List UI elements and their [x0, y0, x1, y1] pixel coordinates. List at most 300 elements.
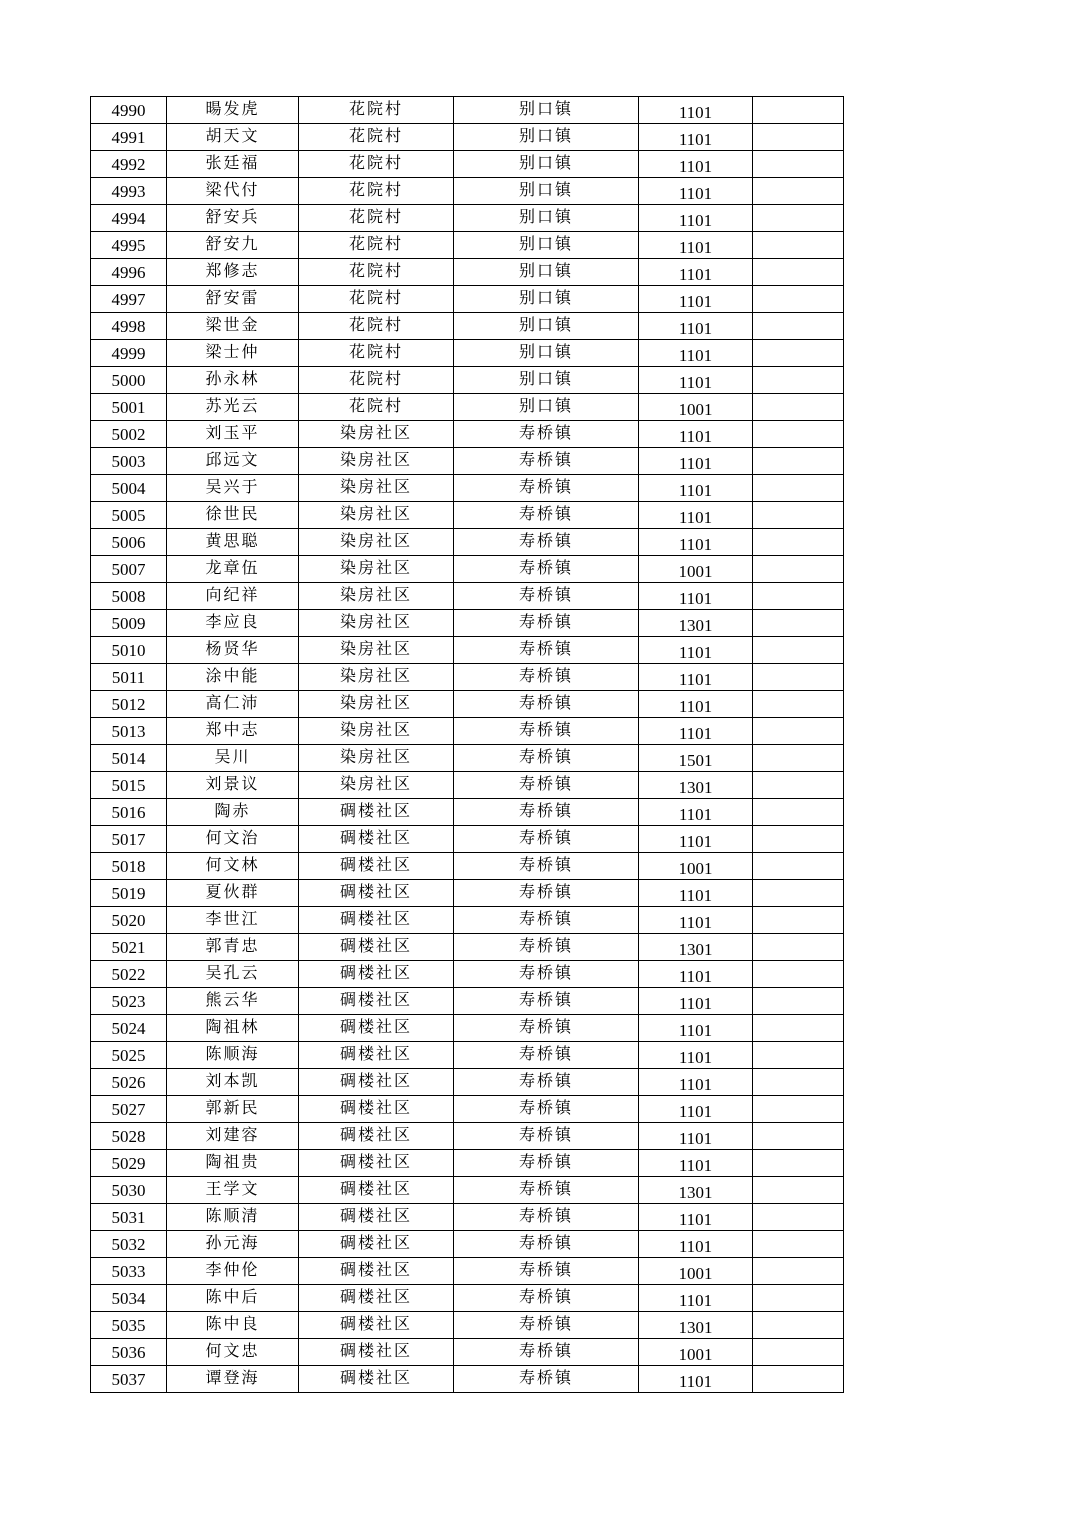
village-cell: 染房社区 [299, 556, 454, 583]
village-cell: 染房社区 [299, 745, 454, 772]
code-cell: 1101 [639, 529, 753, 556]
code-cell: 1101 [639, 205, 753, 232]
table-row [91, 799, 844, 826]
table-row [91, 610, 844, 637]
empty-cell [753, 1312, 844, 1339]
town-cell: 寿桥镇 [454, 691, 639, 718]
name-cell: 梁世金 [167, 313, 299, 340]
name-cell: 吴川 [167, 745, 299, 772]
row-number-cell: 5003 [91, 448, 167, 475]
row-number-cell: 5013 [91, 718, 167, 745]
town-cell: 寿桥镇 [454, 529, 639, 556]
village-cell: 花院村 [299, 97, 454, 124]
town-cell: 别口镇 [454, 205, 639, 232]
empty-cell [753, 961, 844, 988]
name-cell: 郑中志 [167, 718, 299, 745]
code-cell: 1101 [639, 124, 753, 151]
name-cell: 陈中良 [167, 1312, 299, 1339]
table-row [91, 556, 844, 583]
empty-cell [753, 232, 844, 259]
row-number-cell: 4990 [91, 97, 167, 124]
table-body [91, 97, 844, 1393]
row-number-cell: 5000 [91, 367, 167, 394]
row-number-cell: 5015 [91, 772, 167, 799]
town-cell: 寿桥镇 [454, 880, 639, 907]
town-cell: 寿桥镇 [454, 718, 639, 745]
code-cell: 1001 [639, 853, 753, 880]
row-number-cell: 4993 [91, 178, 167, 205]
code-cell: 1101 [639, 1366, 753, 1393]
town-cell: 寿桥镇 [454, 421, 639, 448]
town-cell: 别口镇 [454, 286, 639, 313]
name-cell: 夏伙群 [167, 880, 299, 907]
village-cell: 碉楼社区 [299, 907, 454, 934]
empty-cell [753, 1069, 844, 1096]
code-cell: 1101 [639, 1150, 753, 1177]
empty-cell [753, 448, 844, 475]
table-row [91, 961, 844, 988]
name-cell: 杨贤华 [167, 637, 299, 664]
village-cell: 碉楼社区 [299, 1285, 454, 1312]
code-cell: 1301 [639, 610, 753, 637]
table-row [91, 1069, 844, 1096]
town-cell: 寿桥镇 [454, 988, 639, 1015]
table-row [91, 502, 844, 529]
village-cell: 花院村 [299, 178, 454, 205]
town-cell: 寿桥镇 [454, 1177, 639, 1204]
empty-cell [753, 880, 844, 907]
empty-cell [753, 853, 844, 880]
code-cell: 1101 [639, 880, 753, 907]
table-row [91, 205, 844, 232]
name-cell: 暘发虎 [167, 97, 299, 124]
name-cell: 黄思聪 [167, 529, 299, 556]
name-cell: 郑修志 [167, 259, 299, 286]
town-cell: 寿桥镇 [454, 664, 639, 691]
code-cell: 1101 [639, 907, 753, 934]
town-cell: 寿桥镇 [454, 1096, 639, 1123]
code-cell: 1101 [639, 799, 753, 826]
code-cell: 1101 [639, 1204, 753, 1231]
row-number-cell: 5023 [91, 988, 167, 1015]
code-cell: 1101 [639, 718, 753, 745]
empty-cell [753, 502, 844, 529]
town-cell: 寿桥镇 [454, 1123, 639, 1150]
village-cell: 染房社区 [299, 502, 454, 529]
town-cell: 别口镇 [454, 367, 639, 394]
name-cell: 王学文 [167, 1177, 299, 1204]
empty-cell [753, 1366, 844, 1393]
empty-cell [753, 664, 844, 691]
code-cell: 1301 [639, 1177, 753, 1204]
row-number-cell: 5001 [91, 394, 167, 421]
name-cell: 陶祖林 [167, 1015, 299, 1042]
row-number-cell: 5034 [91, 1285, 167, 1312]
row-number-cell: 5004 [91, 475, 167, 502]
village-cell: 花院村 [299, 232, 454, 259]
empty-cell [753, 583, 844, 610]
empty-cell [753, 826, 844, 853]
town-cell: 寿桥镇 [454, 907, 639, 934]
table-row [91, 313, 844, 340]
village-cell: 染房社区 [299, 529, 454, 556]
town-cell: 寿桥镇 [454, 772, 639, 799]
empty-cell [753, 259, 844, 286]
row-number-cell: 5006 [91, 529, 167, 556]
town-cell: 寿桥镇 [454, 475, 639, 502]
village-cell: 碉楼社区 [299, 880, 454, 907]
code-cell: 1101 [639, 475, 753, 502]
village-cell: 染房社区 [299, 772, 454, 799]
code-cell: 1101 [639, 961, 753, 988]
row-number-cell: 5025 [91, 1042, 167, 1069]
name-cell: 李世江 [167, 907, 299, 934]
village-cell: 碉楼社区 [299, 961, 454, 988]
name-cell: 陈中后 [167, 1285, 299, 1312]
town-cell: 寿桥镇 [454, 610, 639, 637]
village-cell: 碉楼社区 [299, 1069, 454, 1096]
row-number-cell: 5022 [91, 961, 167, 988]
table-row [91, 988, 844, 1015]
empty-cell [753, 988, 844, 1015]
empty-cell [753, 1231, 844, 1258]
name-cell: 舒安九 [167, 232, 299, 259]
name-cell: 胡天文 [167, 124, 299, 151]
code-cell: 1301 [639, 1312, 753, 1339]
town-cell: 别口镇 [454, 232, 639, 259]
village-cell: 花院村 [299, 259, 454, 286]
village-cell: 碉楼社区 [299, 826, 454, 853]
code-cell: 1001 [639, 1339, 753, 1366]
town-cell: 别口镇 [454, 340, 639, 367]
town-cell: 寿桥镇 [454, 637, 639, 664]
code-cell: 1101 [639, 178, 753, 205]
name-cell: 舒安雷 [167, 286, 299, 313]
empty-cell [753, 367, 844, 394]
empty-cell [753, 178, 844, 205]
name-cell: 何文忠 [167, 1339, 299, 1366]
empty-cell [753, 799, 844, 826]
town-cell: 寿桥镇 [454, 934, 639, 961]
name-cell: 张廷福 [167, 151, 299, 178]
row-number-cell: 5009 [91, 610, 167, 637]
code-cell: 1101 [639, 232, 753, 259]
code-cell: 1101 [639, 1015, 753, 1042]
code-cell: 1101 [639, 1096, 753, 1123]
town-cell: 寿桥镇 [454, 1150, 639, 1177]
empty-cell [753, 1204, 844, 1231]
empty-cell [753, 1258, 844, 1285]
row-number-cell: 5019 [91, 880, 167, 907]
empty-cell [753, 1015, 844, 1042]
row-number-cell: 5005 [91, 502, 167, 529]
empty-cell [753, 637, 844, 664]
name-cell: 吴兴于 [167, 475, 299, 502]
empty-cell [753, 1339, 844, 1366]
code-cell: 1001 [639, 394, 753, 421]
town-cell: 寿桥镇 [454, 583, 639, 610]
code-cell: 1301 [639, 934, 753, 961]
name-cell: 孙永林 [167, 367, 299, 394]
village-cell: 碉楼社区 [299, 1177, 454, 1204]
town-cell: 寿桥镇 [454, 556, 639, 583]
table-row [91, 421, 844, 448]
code-cell: 1101 [639, 1069, 753, 1096]
row-number-cell: 5007 [91, 556, 167, 583]
town-cell: 别口镇 [454, 124, 639, 151]
village-cell: 碉楼社区 [299, 934, 454, 961]
table-row [91, 853, 844, 880]
row-number-cell: 4998 [91, 313, 167, 340]
row-number-cell: 5024 [91, 1015, 167, 1042]
code-cell: 1301 [639, 772, 753, 799]
village-cell: 碉楼社区 [299, 1366, 454, 1393]
town-cell: 寿桥镇 [454, 1015, 639, 1042]
row-number-cell: 5017 [91, 826, 167, 853]
table-row [91, 1231, 844, 1258]
code-cell: 1101 [639, 97, 753, 124]
row-number-cell: 5012 [91, 691, 167, 718]
town-cell: 别口镇 [454, 178, 639, 205]
table-row [91, 1366, 844, 1393]
code-cell: 1101 [639, 988, 753, 1015]
town-cell: 寿桥镇 [454, 826, 639, 853]
name-cell: 李仲伦 [167, 1258, 299, 1285]
table-row [91, 1177, 844, 1204]
empty-cell [753, 745, 844, 772]
name-cell: 龙章伍 [167, 556, 299, 583]
table-row [91, 772, 844, 799]
name-cell: 舒安兵 [167, 205, 299, 232]
table-row [91, 1312, 844, 1339]
data-table [90, 96, 844, 1393]
name-cell: 刘建容 [167, 1123, 299, 1150]
table-row [91, 664, 844, 691]
village-cell: 花院村 [299, 286, 454, 313]
table-row [91, 718, 844, 745]
town-cell: 寿桥镇 [454, 1204, 639, 1231]
table-row [91, 448, 844, 475]
name-cell: 吴孔云 [167, 961, 299, 988]
name-cell: 郭新民 [167, 1096, 299, 1123]
row-number-cell: 5008 [91, 583, 167, 610]
row-number-cell: 5026 [91, 1069, 167, 1096]
row-number-cell: 4995 [91, 232, 167, 259]
empty-cell [753, 1123, 844, 1150]
row-number-cell: 5030 [91, 1177, 167, 1204]
village-cell: 花院村 [299, 205, 454, 232]
village-cell: 碉楼社区 [299, 799, 454, 826]
row-number-cell: 5031 [91, 1204, 167, 1231]
table-row [91, 124, 844, 151]
name-cell: 涂中能 [167, 664, 299, 691]
table-row [91, 1042, 844, 1069]
code-cell: 1101 [639, 1042, 753, 1069]
code-cell: 1001 [639, 1258, 753, 1285]
empty-cell [753, 1285, 844, 1312]
village-cell: 染房社区 [299, 691, 454, 718]
empty-cell [753, 124, 844, 151]
village-cell: 花院村 [299, 313, 454, 340]
code-cell: 1101 [639, 1285, 753, 1312]
empty-cell [753, 97, 844, 124]
village-cell: 花院村 [299, 367, 454, 394]
row-number-cell: 4994 [91, 205, 167, 232]
code-cell: 1101 [639, 1231, 753, 1258]
name-cell: 梁代付 [167, 178, 299, 205]
name-cell: 熊云华 [167, 988, 299, 1015]
table-row [91, 340, 844, 367]
name-cell: 高仁沛 [167, 691, 299, 718]
code-cell: 1101 [639, 691, 753, 718]
village-cell: 花院村 [299, 124, 454, 151]
row-number-cell: 5002 [91, 421, 167, 448]
table-row [91, 1123, 844, 1150]
row-number-cell: 5036 [91, 1339, 167, 1366]
code-cell: 1101 [639, 286, 753, 313]
town-cell: 寿桥镇 [454, 1366, 639, 1393]
village-cell: 碉楼社区 [299, 1150, 454, 1177]
village-cell: 碉楼社区 [299, 1312, 454, 1339]
empty-cell [753, 907, 844, 934]
empty-cell [753, 934, 844, 961]
town-cell: 寿桥镇 [454, 1258, 639, 1285]
table-row [91, 178, 844, 205]
code-cell: 1101 [639, 1123, 753, 1150]
town-cell: 寿桥镇 [454, 853, 639, 880]
empty-cell [753, 340, 844, 367]
table-row [91, 151, 844, 178]
name-cell: 陈顺清 [167, 1204, 299, 1231]
row-number-cell: 5037 [91, 1366, 167, 1393]
town-cell: 别口镇 [454, 151, 639, 178]
code-cell: 1101 [639, 664, 753, 691]
village-cell: 碉楼社区 [299, 1123, 454, 1150]
code-cell: 1101 [639, 583, 753, 610]
town-cell: 寿桥镇 [454, 1285, 639, 1312]
empty-cell [753, 1042, 844, 1069]
row-number-cell: 5018 [91, 853, 167, 880]
empty-cell [753, 286, 844, 313]
table-row [91, 97, 844, 124]
empty-cell [753, 205, 844, 232]
name-cell: 陶赤 [167, 799, 299, 826]
row-number-cell: 5016 [91, 799, 167, 826]
town-cell: 别口镇 [454, 259, 639, 286]
table-row [91, 475, 844, 502]
village-cell: 碉楼社区 [299, 988, 454, 1015]
table-row [91, 1204, 844, 1231]
village-cell: 染房社区 [299, 448, 454, 475]
table-row [91, 1096, 844, 1123]
row-number-cell: 4991 [91, 124, 167, 151]
row-number-cell: 5028 [91, 1123, 167, 1150]
row-number-cell: 5011 [91, 664, 167, 691]
row-number-cell: 4996 [91, 259, 167, 286]
village-cell: 染房社区 [299, 475, 454, 502]
town-cell: 寿桥镇 [454, 799, 639, 826]
town-cell: 别口镇 [454, 313, 639, 340]
empty-cell [753, 610, 844, 637]
table-row [91, 1015, 844, 1042]
code-cell: 1101 [639, 826, 753, 853]
code-cell: 1501 [639, 745, 753, 772]
name-cell: 何文治 [167, 826, 299, 853]
village-cell: 染房社区 [299, 610, 454, 637]
name-cell: 苏光云 [167, 394, 299, 421]
name-cell: 刘本凯 [167, 1069, 299, 1096]
empty-cell [753, 556, 844, 583]
town-cell: 别口镇 [454, 394, 639, 421]
town-cell: 寿桥镇 [454, 745, 639, 772]
name-cell: 何文林 [167, 853, 299, 880]
row-number-cell: 5021 [91, 934, 167, 961]
empty-cell [753, 394, 844, 421]
table-row [91, 1258, 844, 1285]
town-cell: 寿桥镇 [454, 1042, 639, 1069]
empty-cell [753, 421, 844, 448]
town-cell: 寿桥镇 [454, 1312, 639, 1339]
code-cell: 1101 [639, 502, 753, 529]
empty-cell [753, 529, 844, 556]
name-cell: 陶祖贵 [167, 1150, 299, 1177]
village-cell: 碉楼社区 [299, 1096, 454, 1123]
code-cell: 1101 [639, 637, 753, 664]
village-cell: 碉楼社区 [299, 1231, 454, 1258]
table-row [91, 1150, 844, 1177]
village-cell: 碉楼社区 [299, 1339, 454, 1366]
table-row [91, 907, 844, 934]
name-cell: 刘玉平 [167, 421, 299, 448]
code-cell: 1101 [639, 421, 753, 448]
code-cell: 1001 [639, 556, 753, 583]
row-number-cell: 5027 [91, 1096, 167, 1123]
empty-cell [753, 1096, 844, 1123]
village-cell: 花院村 [299, 151, 454, 178]
empty-cell [753, 475, 844, 502]
empty-cell [753, 1150, 844, 1177]
name-cell: 郭青忠 [167, 934, 299, 961]
village-cell: 花院村 [299, 394, 454, 421]
table-row [91, 529, 844, 556]
name-cell: 向纪祥 [167, 583, 299, 610]
table-row [91, 367, 844, 394]
name-cell: 刘景议 [167, 772, 299, 799]
code-cell: 1101 [639, 367, 753, 394]
code-cell: 1101 [639, 151, 753, 178]
row-number-cell: 5014 [91, 745, 167, 772]
table-row [91, 1339, 844, 1366]
village-cell: 花院村 [299, 340, 454, 367]
table-row [91, 637, 844, 664]
row-number-cell: 4997 [91, 286, 167, 313]
row-number-cell: 5032 [91, 1231, 167, 1258]
town-cell: 寿桥镇 [454, 1069, 639, 1096]
row-number-cell: 4992 [91, 151, 167, 178]
row-number-cell: 5029 [91, 1150, 167, 1177]
name-cell: 孙元海 [167, 1231, 299, 1258]
village-cell: 染房社区 [299, 637, 454, 664]
table-row [91, 259, 844, 286]
village-cell: 染房社区 [299, 718, 454, 745]
empty-cell [753, 691, 844, 718]
village-cell: 染房社区 [299, 421, 454, 448]
row-number-cell: 5033 [91, 1258, 167, 1285]
town-cell: 寿桥镇 [454, 502, 639, 529]
village-cell: 碉楼社区 [299, 853, 454, 880]
town-cell: 别口镇 [454, 97, 639, 124]
name-cell: 梁士仲 [167, 340, 299, 367]
